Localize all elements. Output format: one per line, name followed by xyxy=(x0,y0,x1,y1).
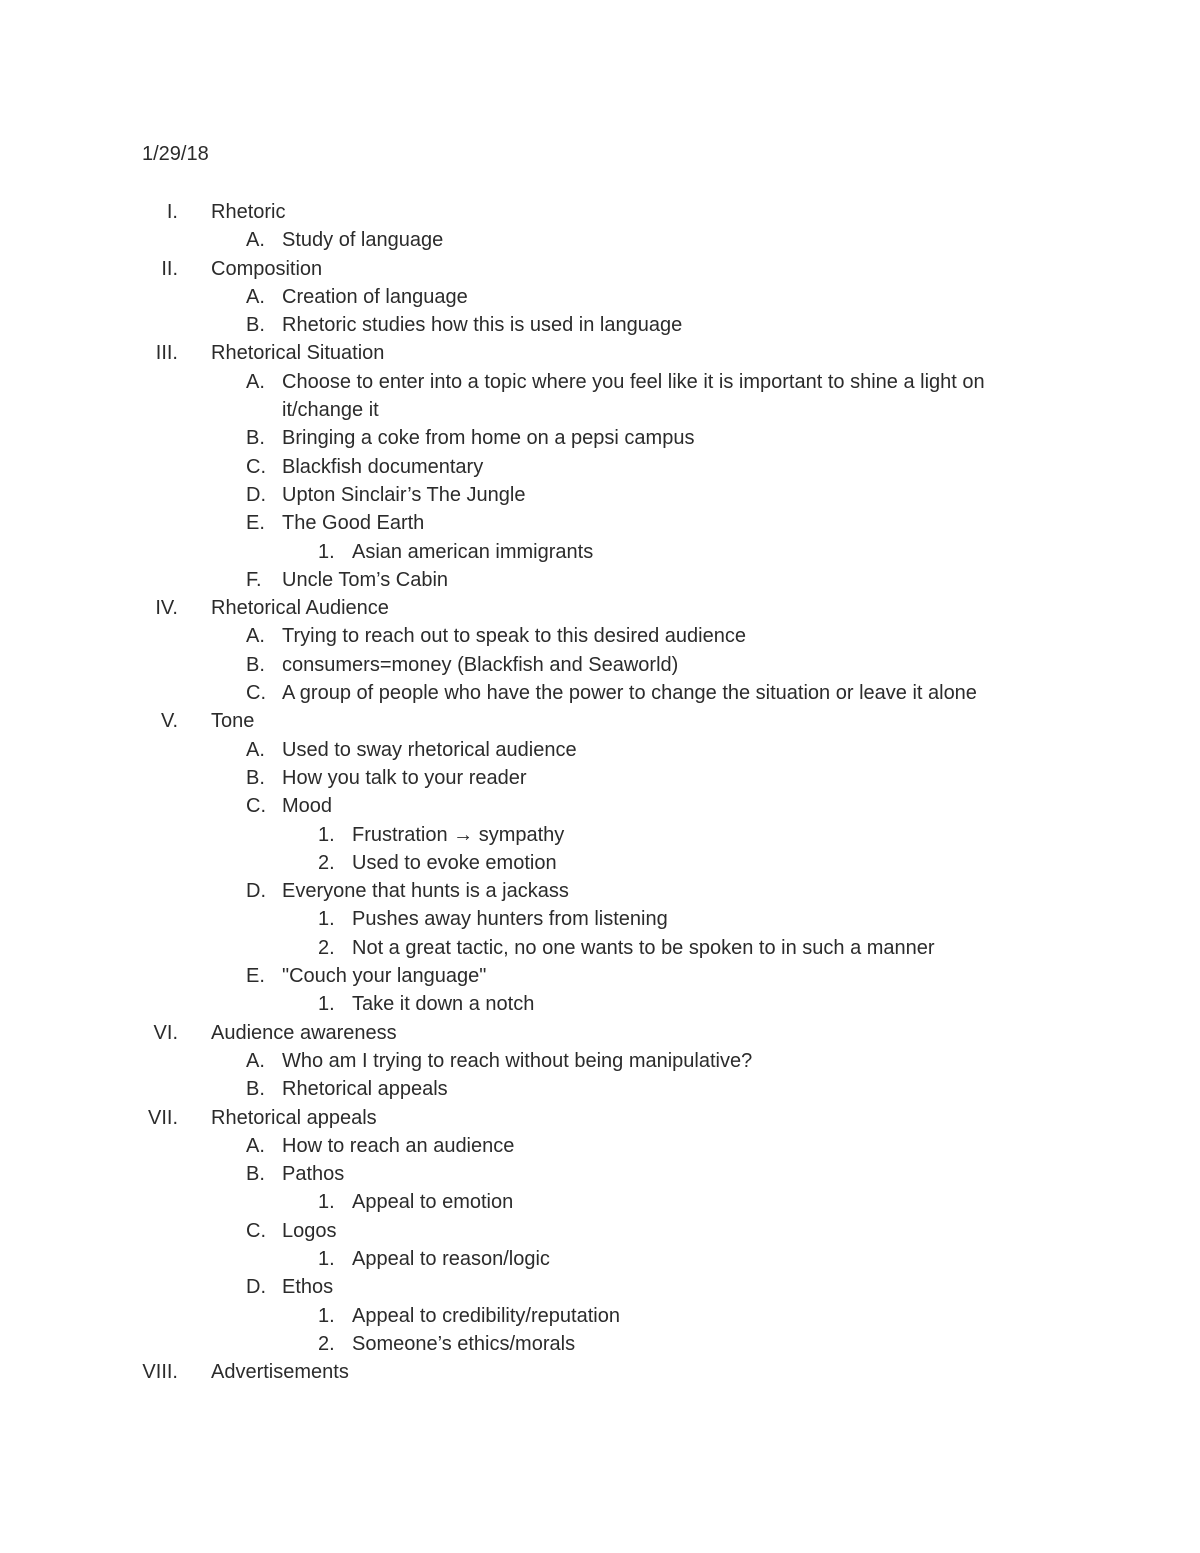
outline-subpoint xyxy=(0,905,1200,933)
outline-subpoint xyxy=(0,1330,1200,1358)
list-marker: 1. xyxy=(318,1247,335,1270)
list-item-text: consumers=money (Blackfish and Seaworld) xyxy=(282,653,679,676)
list-marker: E. xyxy=(246,965,265,988)
outline-point xyxy=(0,622,1200,650)
outline-point xyxy=(0,1047,1200,1075)
outline-subpoint xyxy=(0,1302,1200,1330)
outline-section xyxy=(0,594,1200,622)
list-item-text: Uncle Tom’s Cabin xyxy=(282,568,449,591)
list-item-text: Appeal to credibility/reputation xyxy=(352,1304,620,1327)
list-item-text: Appeal to reason/logic xyxy=(352,1247,550,1270)
list-marker: A. xyxy=(246,285,265,308)
outline-subpoint xyxy=(0,934,1200,962)
list-marker: D. xyxy=(246,1276,266,1299)
list-marker: 1. xyxy=(318,1304,335,1327)
list-marker: B. xyxy=(246,1078,265,1101)
list-marker: III. xyxy=(155,342,178,365)
list-item-text: How you talk to your reader xyxy=(282,766,527,789)
list-marker: IV. xyxy=(155,597,178,620)
list-item-text: Who am I trying to reach without being manipulative? xyxy=(282,1049,753,1072)
list-item-text: Mood xyxy=(282,795,333,818)
outline-point xyxy=(0,764,1200,792)
list-item-text: Everyone that hunts is a jackass xyxy=(282,880,569,903)
outline-point xyxy=(0,368,1200,425)
list-item-text: Rhetoric xyxy=(211,201,286,223)
outline-point xyxy=(0,1273,1200,1301)
outline-point xyxy=(0,509,1200,537)
list-item-text: The Good Earth xyxy=(282,512,425,535)
list-marker: A. xyxy=(246,738,265,761)
list-item-text: Used to sway rhetorical audience xyxy=(282,738,577,761)
outline-point xyxy=(0,1160,1200,1188)
list-item-text: How to reach an audience xyxy=(282,1134,515,1157)
list-marker: B. xyxy=(246,1163,265,1186)
outline-point xyxy=(0,481,1200,509)
outline-point xyxy=(0,566,1200,594)
list-marker: 2. xyxy=(318,1332,335,1355)
outline-point xyxy=(0,453,1200,481)
list-item-text: Logos xyxy=(282,1219,337,1242)
outline-point xyxy=(0,424,1200,452)
outline-point xyxy=(0,736,1200,764)
list-marker: F. xyxy=(246,568,262,591)
outline-point xyxy=(0,1132,1200,1160)
outline-point xyxy=(0,651,1200,679)
list-marker: VI. xyxy=(153,1021,178,1044)
outline-subpoint xyxy=(0,1188,1200,1216)
list-marker: E. xyxy=(246,512,265,535)
outline-point xyxy=(0,679,1200,707)
list-marker: C. xyxy=(246,682,266,705)
list-item-text: Pathos xyxy=(282,1163,345,1186)
list-marker: 2. xyxy=(318,936,335,959)
outline-subpoint xyxy=(0,990,1200,1018)
outline-point xyxy=(0,1075,1200,1103)
list-marker: 1. xyxy=(318,540,335,563)
outline-section xyxy=(0,1104,1200,1132)
list-marker: 2. xyxy=(318,851,335,874)
list-marker: A. xyxy=(246,229,265,252)
outline-point xyxy=(0,792,1200,820)
outline-section xyxy=(0,707,1200,735)
list-marker: B. xyxy=(246,314,265,337)
outline-section xyxy=(0,1358,1200,1386)
list-marker: A. xyxy=(246,625,265,648)
list-item-text: Blackfish documentary xyxy=(282,455,484,478)
list-item-text: Upton Sinclair’s The Jungle xyxy=(282,483,526,506)
list-item-text: Someone’s ethics/morals xyxy=(352,1332,576,1355)
list-item-text: Choose to enter into a topic where you feel like it is important to shine a light on it/change it xyxy=(282,370,985,422)
list-marker: B. xyxy=(246,766,265,789)
list-item-text: Audience awareness xyxy=(211,1021,397,1044)
outline-point xyxy=(0,962,1200,990)
outline-section xyxy=(0,339,1200,367)
outline-subpoint xyxy=(0,849,1200,877)
outline-subpoint xyxy=(0,821,1200,849)
list-marker: II. xyxy=(161,257,178,280)
list-item-text: Pushes away hunters from listening xyxy=(352,908,668,931)
list-marker: B. xyxy=(246,653,265,676)
list-item-text: Used to evoke emotion xyxy=(352,851,557,874)
outline-section xyxy=(0,1019,1200,1047)
list-marker: B. xyxy=(246,427,265,450)
list-marker: A. xyxy=(246,370,265,393)
outline-point xyxy=(0,877,1200,905)
list-marker: A. xyxy=(246,1049,265,1072)
list-item-text: Asian american immigrants xyxy=(352,540,594,563)
list-item-text: Advertisements xyxy=(211,1361,349,1384)
list-marker: 1. xyxy=(318,1191,335,1214)
list-item-text: Frustration → sympathy xyxy=(352,823,565,846)
list-marker: VII. xyxy=(147,1106,178,1129)
list-item-text: Take it down a notch xyxy=(352,993,535,1016)
list-item-text: Tone xyxy=(211,710,255,733)
list-marker: 1. xyxy=(318,993,335,1016)
list-marker: C. xyxy=(246,795,266,818)
list-marker: VIII. xyxy=(142,1361,178,1384)
list-marker: A. xyxy=(246,1134,265,1157)
notes-outline xyxy=(0,198,1200,1386)
list-item-text: Ethos xyxy=(282,1276,334,1299)
list-item-text: Rhetorical Audience xyxy=(211,597,389,620)
list-item-text: Trying to reach out to speak to this desired audience xyxy=(282,625,746,648)
list-item-text: Rhetorical appeals xyxy=(282,1078,448,1101)
list-marker: I. xyxy=(166,201,178,223)
outline-point xyxy=(0,283,1200,311)
outline-point xyxy=(0,226,1200,254)
list-marker: C. xyxy=(246,455,266,478)
list-item-text: A group of people who have the power to change the situation or leave it alone xyxy=(282,682,977,705)
list-item-text: Not a great tactic, no one wants to be spoken to in such a manner xyxy=(352,936,935,959)
outline-point xyxy=(0,311,1200,339)
outline-point xyxy=(0,1217,1200,1245)
outline-subpoint xyxy=(0,538,1200,566)
list-item-text: Study of language xyxy=(282,229,444,252)
list-item-text: "Couch your language" xyxy=(282,965,487,988)
document-date: 1/29/18 xyxy=(142,143,209,165)
outline-section xyxy=(0,255,1200,283)
list-marker: 1. xyxy=(318,823,335,846)
list-item-text: Appeal to emotion xyxy=(352,1191,514,1214)
list-marker: D. xyxy=(246,483,266,506)
list-marker: V. xyxy=(160,710,178,733)
list-marker: C. xyxy=(246,1219,266,1242)
list-item-text: Creation of language xyxy=(282,285,468,308)
list-item-text: Rhetorical appeals xyxy=(211,1106,377,1129)
list-item-text: Bringing a coke from home on a pepsi campus xyxy=(282,427,695,450)
outline-section xyxy=(0,198,1200,226)
list-item-text: Composition xyxy=(211,257,323,280)
list-marker: 1. xyxy=(318,908,335,931)
list-item-text: Rhetoric studies how this is used in language xyxy=(282,314,683,337)
list-marker: D. xyxy=(246,880,266,903)
outline-subpoint xyxy=(0,1245,1200,1273)
list-item-text: Rhetorical Situation xyxy=(211,342,385,365)
